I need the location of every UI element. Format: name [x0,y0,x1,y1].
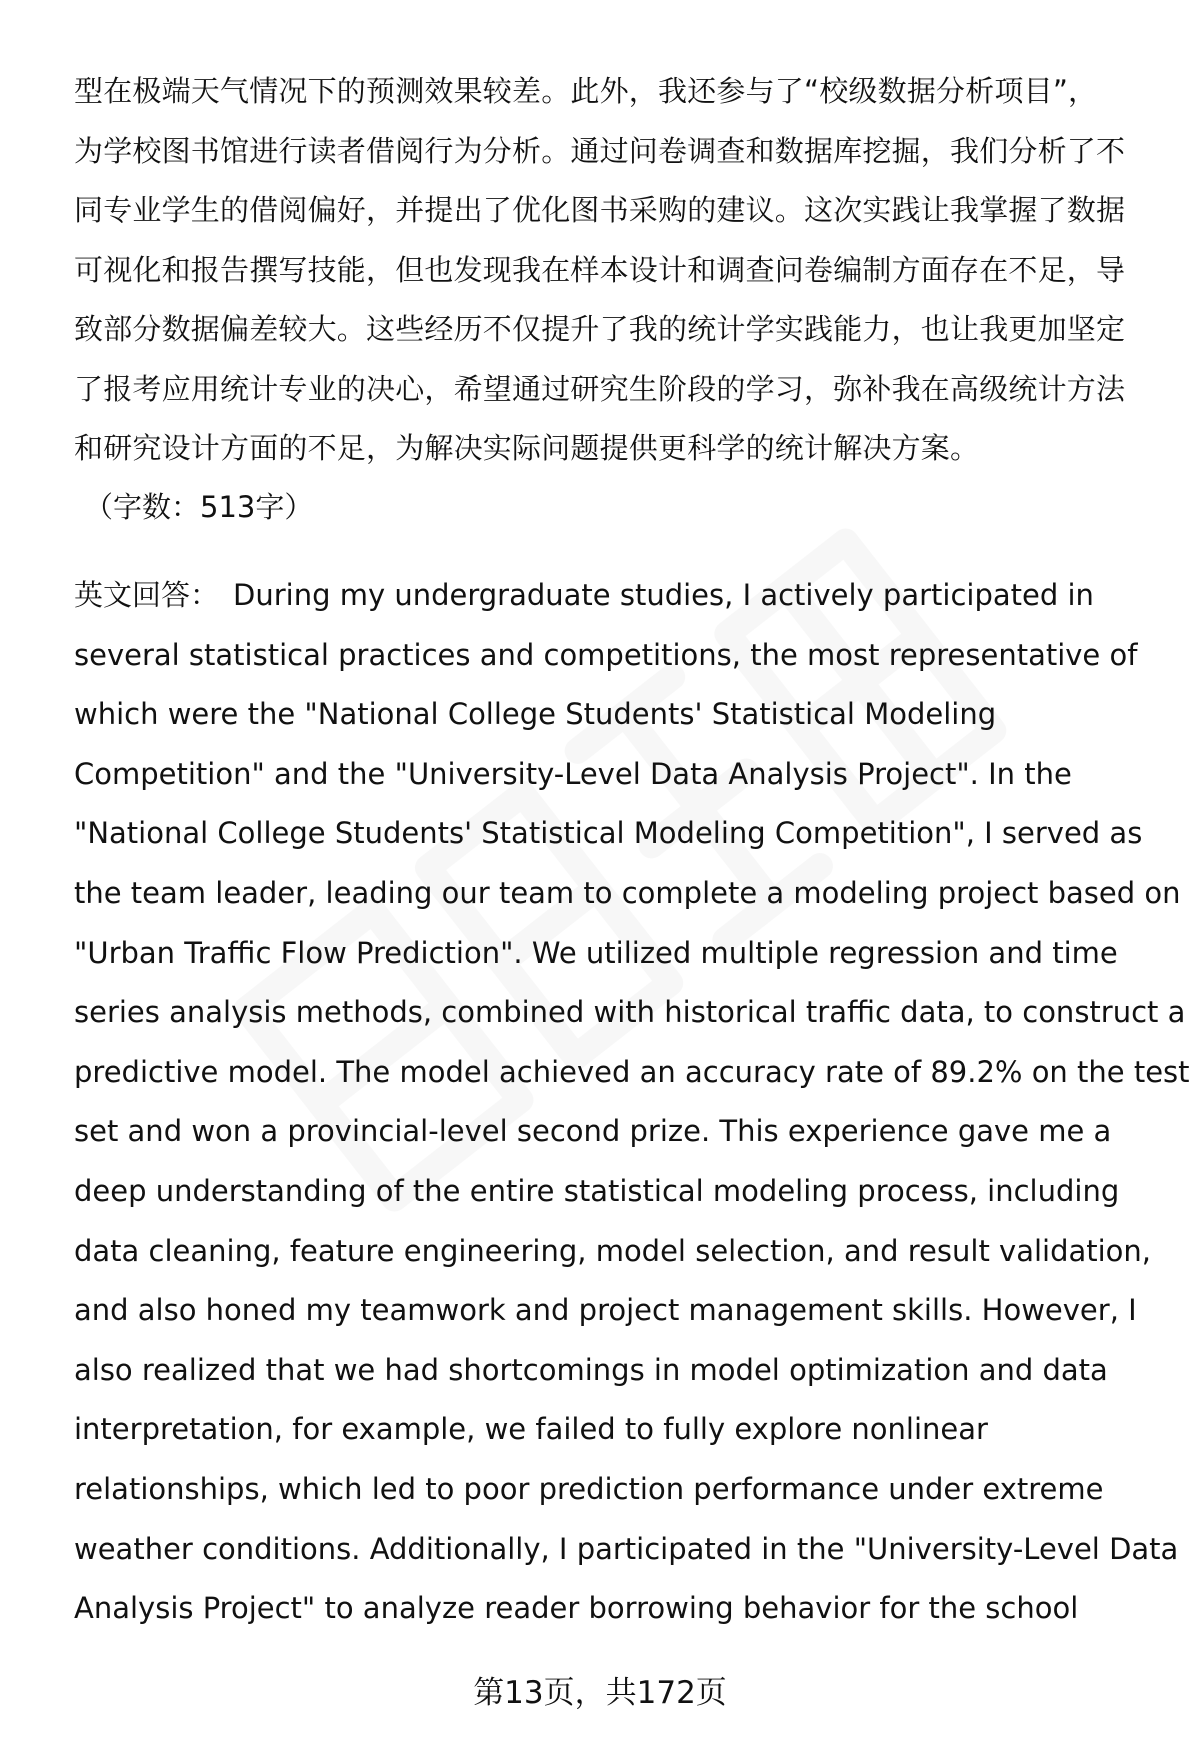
english-answer-line: and also honed my teamwork and project management skills. However, I [74,1293,1137,1328]
english-answer-label: 英文回答： [74,578,220,612]
english-answer-line: series analysis methods, combined with historical traffic data, to construct a [74,995,1186,1030]
english-answer-line: the team leader, leading our team to complete a modeling project based on [74,875,1181,910]
english-answer-first-text: During my undergraduate studies, I actively participated in [233,578,1094,612]
english-answer-first-line [74,566,1164,626]
english-answer-line: Competition" and the "University-Level Data Analysis Project". In the [74,756,1072,791]
english-answer-line: set and won a provincial-level second prize. This experience gave me a [74,1114,1112,1149]
chinese-answer-line: 为学校图书馆进行读者借阅行为分析。通过问卷调查和数据库挖掘，我们分析了不 [74,133,1126,168]
page-number-footer: 第13页，共172页 [473,1675,727,1711]
chinese-answer-line: 和研究设计方面的不足，为解决实际问题提供更科学的统计解决方案。 [74,431,980,465]
english-answer-line: several statistical practices and competitions, the most representative of [74,637,1138,672]
chinese-answer-line: 同专业学生的借阅偏好，并提出了优化图书采购的建议。这次实践让我掌握了数据 [74,193,1126,227]
english-answer-line: "Urban Traffic Flow Prediction". We utilized multiple regression and time [74,935,1118,970]
english-answer-line: weather conditions. Additionally, I participated in the "University-Level Data [74,1531,1179,1566]
chinese-answer-paragraph [74,62,1164,479]
english-answer-line: data cleaning, feature engineering, model selection, and result validation, [74,1233,1152,1268]
english-answer-line: deep understanding of the entire statistical modeling process, including [74,1173,1120,1208]
chinese-answer-line: 了报考应用统计专业的决心，希望通过研究生阶段的学习，弥补我在高级统计方法 [74,371,1126,406]
english-answer-line: relationships, which led to poor prediction performance under extreme [74,1471,1104,1506]
chinese-answer-line: 可视化和报告撰写技能，但也发现我在样本设计和调查问卷编制方面存在不足，导 [74,252,1126,287]
chinese-answer-line: 致部分数据偏差较大。这些经历不仅提升了我的统计学实践能力，也让我更加坚定 [74,312,1126,346]
word-count: （字数：513字） [84,490,314,524]
english-answer-paragraph [74,566,1190,1639]
english-answer-line: interpretation, for example, we failed to fully explore nonlinear [74,1412,988,1447]
english-answer-line: Analysis Project" to analyze reader borrowing behavior for the school [74,1591,1079,1626]
english-answer-line: predictive model. The model achieved an accuracy rate of 89.2% on the test [74,1054,1190,1089]
english-answer-line: which were the "National College Students' Statistical Modeling [74,697,997,732]
english-answer-line: "National College Students' Statistical Modeling Competition", I served as [74,816,1143,851]
chinese-answer-line: 型在极端天气情况下的预测效果较差。此外，我还参与了“校级数据分析项目”， [74,74,1098,108]
english-answer-line: also realized that we had shortcomings in model optimization and data [74,1352,1108,1387]
